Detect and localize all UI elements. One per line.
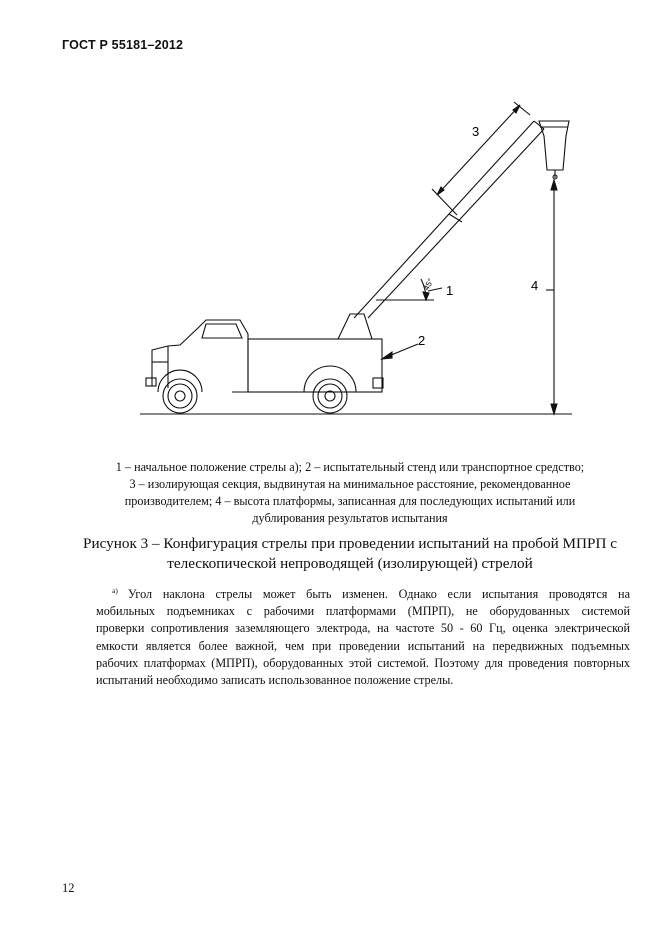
footnote-line-1 xyxy=(96,582,630,603)
platform-height-dimension xyxy=(551,180,557,414)
caption-line-1: Рисунок 3 – Конфигурация стрелы при проведении испытаний на пробой МПРП с xyxy=(83,535,617,552)
insulating-section-dimension xyxy=(432,102,530,215)
footnote-line-5: рабочих платформах (МПРП), оборудованных этой системой. Поэтому для проведения повторных xyxy=(96,655,630,670)
rear-wheel xyxy=(304,366,356,413)
angle-label: 45° xyxy=(421,277,436,292)
footnote-line-1-text: Угол наклона стрелы может быть изменен. Однако если испытания проводятся на xyxy=(127,587,630,601)
callout-1: 1 xyxy=(446,283,454,298)
footnote-marker: а) xyxy=(112,586,118,595)
standard-header: ГОСТ Р 55181–2012 xyxy=(62,38,184,52)
truck-cab xyxy=(152,320,248,392)
figure-caption xyxy=(60,534,640,574)
boom-turret xyxy=(338,314,372,339)
caption-line-2: телескопической непроводящей (изолирующей) стрелой xyxy=(167,555,533,572)
footnote-line-3: проверки сопротивления заземляющего электрода, на частоте 50 - 60 Гц, оценка электрической xyxy=(96,621,630,636)
legend-line-1: 1 – начальное положение стрелы а); 2 – испытательный стенд или транспортное средство; xyxy=(115,460,585,474)
figure-legend xyxy=(70,459,630,527)
callout-3: 3 xyxy=(472,124,480,139)
legend-line-3: производителем; 4 – высота платформы, записанная для последующих испытаний или xyxy=(124,494,576,508)
legend-line-4: дублирования результатов испытания xyxy=(252,511,448,525)
footnote-line-4: емкости является более важной, чем при проведении испытаний на передвижных подъемных xyxy=(96,638,630,653)
callout-4: 4 xyxy=(531,278,539,293)
callout-2: 2 xyxy=(418,333,426,348)
footnote-line-2: мобильных подъемниках с рабочими платформами (МПРП), не оборудованных системой xyxy=(96,604,630,619)
footnote xyxy=(96,582,630,689)
truck-body xyxy=(248,339,382,392)
footnote-line-6: испытаний необходимо записать использованное положение стрелы. xyxy=(96,673,454,688)
legend-line-2: 3 – изолирующая секция, выдвинутая на минимальное расстояние, рекомендованное xyxy=(129,477,571,491)
page-number: 12 xyxy=(62,881,75,895)
front-wheel xyxy=(158,370,202,413)
